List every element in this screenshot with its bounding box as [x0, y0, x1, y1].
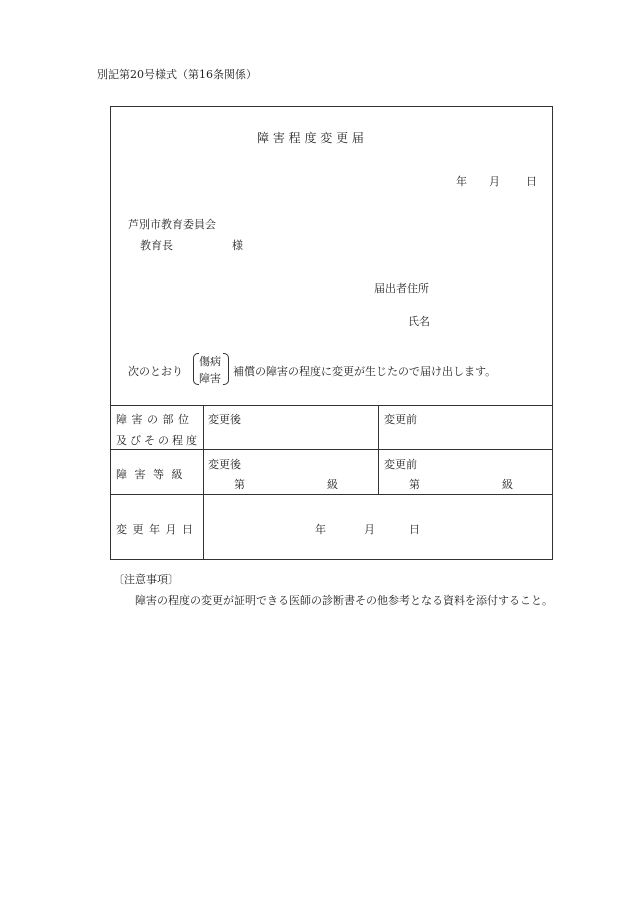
table-row-divider: [111, 494, 552, 495]
statement-prefix: 次のとおり: [128, 365, 183, 378]
row-disability-grade-label: 障 害 等 級: [116, 468, 185, 481]
date-day-label: 日: [526, 175, 537, 188]
row-disability-part-label-2: 及びその程度: [116, 434, 200, 447]
form-title: 障 害 程 度 変 更 届: [257, 131, 364, 145]
statement-suffix: 補償の障害の程度に変更が生じたので届け出します。: [233, 365, 497, 378]
notes-text: 障害の程度の変更が証明できる医師の診断書その他参考となる資料を添付すること。: [135, 594, 553, 607]
date-month-label: 月: [489, 175, 500, 188]
applicant-address-label: 届出者住所: [374, 282, 429, 295]
row-change-date-label: 変 更 年 月 日: [116, 523, 194, 536]
statement-option-disability: 障害: [199, 372, 221, 385]
applicant-name-label: 氏名: [408, 315, 430, 328]
row3-day-label: 日: [409, 523, 420, 536]
row2-before-label: 変更前: [384, 458, 417, 471]
row-disability-part-label-1: 障 害 の 部 位: [116, 413, 190, 426]
row1-before-label: 変更前: [384, 413, 417, 426]
notes-heading: 〔注意事項〕: [113, 573, 179, 586]
addressee-org: 芦別市教育委員会: [128, 218, 216, 231]
form-box: [110, 106, 553, 560]
date-year-label: 年: [456, 175, 467, 188]
row3-year-label: 年: [315, 523, 326, 536]
row3-month-label: 月: [364, 523, 375, 536]
table-label-divider: [203, 405, 204, 559]
table-before-after-divider: [378, 405, 379, 494]
statement-option-injury: 傷病: [199, 355, 221, 368]
right-brace: [223, 353, 229, 385]
table-row-divider: [111, 449, 552, 450]
row2-before-grade-suffix: 級: [502, 478, 513, 491]
row2-after-grade-suffix: 級: [327, 478, 338, 491]
table-top-line: [111, 405, 552, 406]
addressee-honorific: 様: [232, 239, 243, 252]
row2-after-label: 変更後: [208, 458, 241, 471]
row1-after-label: 変更後: [208, 413, 241, 426]
row2-after-grade-prefix: 第: [234, 478, 245, 491]
addressee-title: 教育長: [140, 239, 173, 252]
form-reference: 別記第20号様式（第16条関係）: [97, 68, 257, 81]
row2-before-grade-prefix: 第: [409, 478, 420, 491]
